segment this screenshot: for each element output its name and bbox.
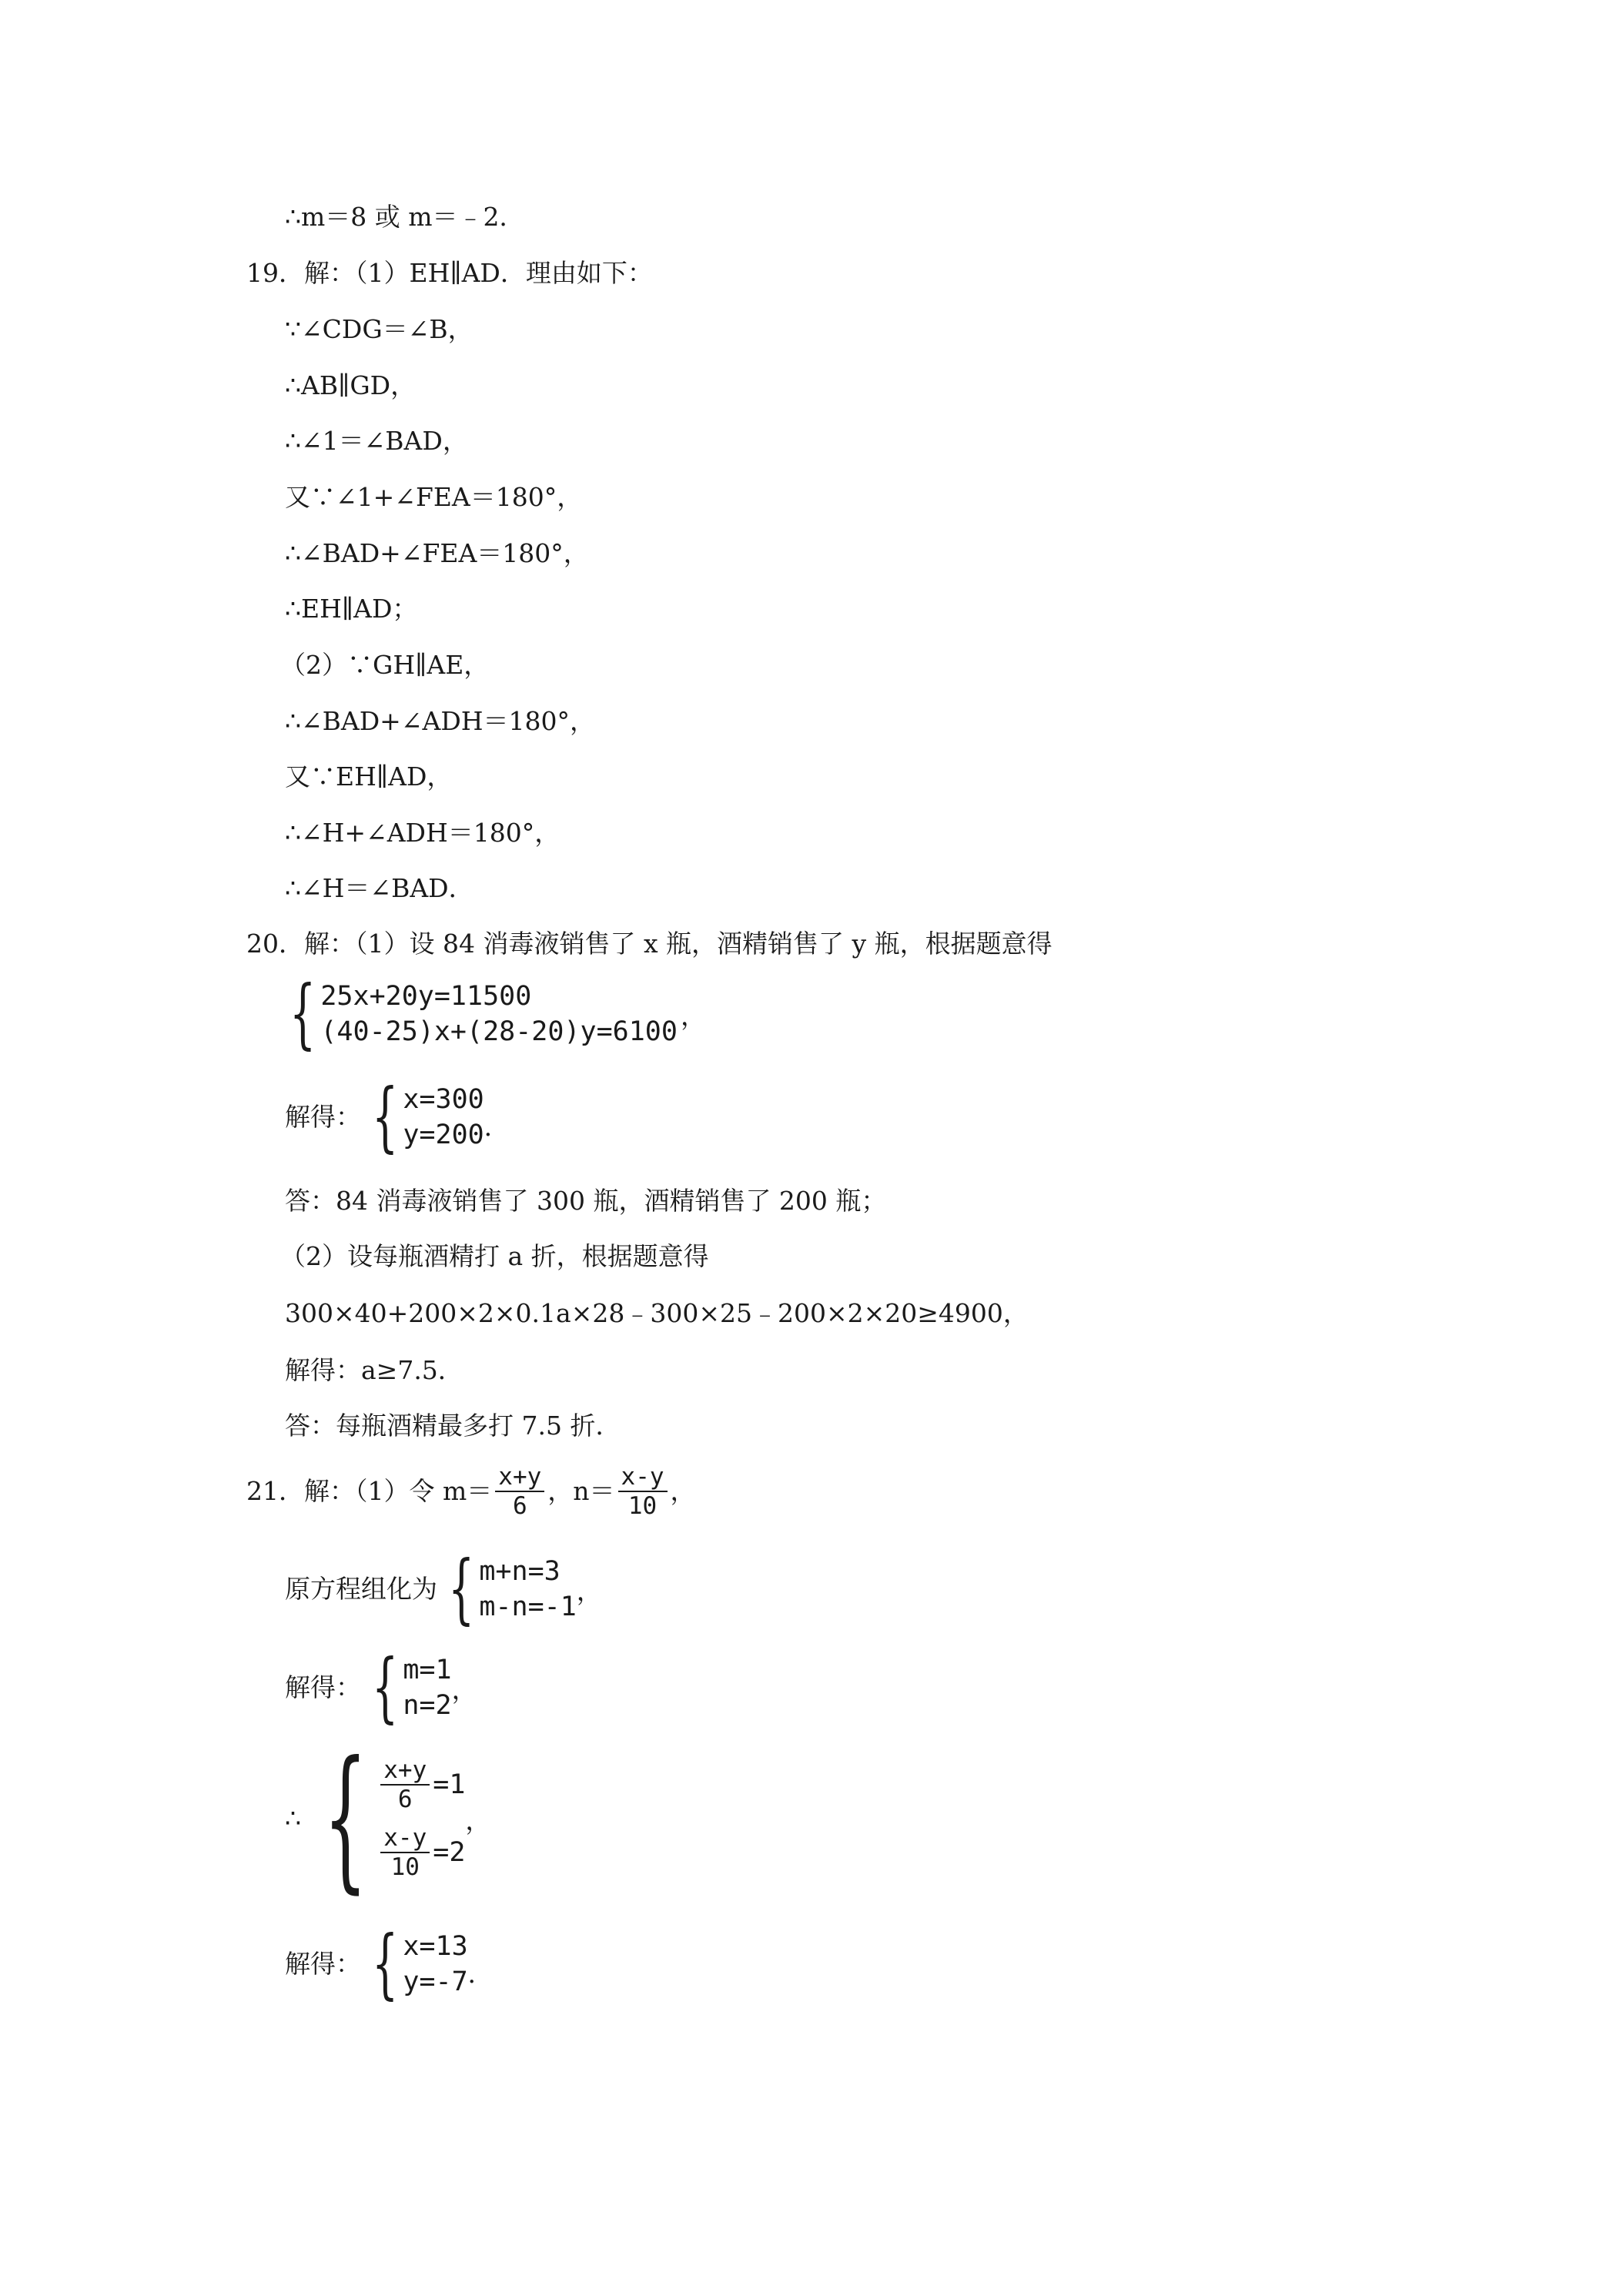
proof-line-6: ∴EH∥AD；	[285, 594, 418, 624]
left-brace: {	[323, 1729, 368, 1908]
fraction-system	[285, 1729, 491, 1908]
solution-system-1	[285, 1073, 510, 1161]
left-brace: {	[448, 1545, 475, 1633]
proof-part-2-line-5: ∴∠H＝∠BAD．	[285, 873, 474, 903]
fraction-eq-1-numerator: x+y	[380, 1756, 430, 1786]
solution-x-final: x=13	[403, 1931, 468, 1962]
fraction-m-numerator: x+y	[495, 1463, 544, 1492]
solution-n: n=2	[403, 1690, 452, 1721]
problem-21-prefix: 21．解：（1）令 m＝	[246, 1476, 493, 1506]
proof-part-2-line-3: 又∵EH∥AD，	[285, 761, 453, 792]
equation-system-1	[279, 970, 706, 1058]
problem-21-end: ，	[670, 1476, 696, 1506]
substituted-eq-1: m+n=3	[479, 1556, 561, 1587]
fraction-m-denominator: 6	[512, 1492, 527, 1520]
solution-y: y=200	[403, 1120, 484, 1150]
substituted-system	[285, 1545, 602, 1633]
substituted-comma: ，	[576, 1575, 602, 1606]
inequality-line: 300×40+200×2×0.1a×28﹣300×25﹣200×2×20≥4900，	[285, 1298, 1029, 1328]
mn-comma: ，	[451, 1674, 477, 1705]
proof-line-1: ∵∠CDG＝∠B，	[285, 314, 474, 344]
therefore-symbol: ∴	[285, 1803, 301, 1833]
problem-20-heading: 20．解：（1）设 84 消毒液销售了 x 瓶，酒精销售了 y 瓶，根据题意得	[246, 929, 1052, 959]
fraction-n-denominator: 10	[627, 1492, 658, 1520]
mn-solution	[285, 1644, 477, 1732]
solve-label: 解得：	[285, 1102, 361, 1132]
inequality-solution: 解得：a≥7.5．	[285, 1355, 463, 1385]
system-1-eq-2: (40-25)x+(28-20)y=6100	[320, 1016, 678, 1047]
fraction-system-comma: ，	[465, 1805, 491, 1836]
transformed-label: 原方程组化为	[285, 1574, 437, 1604]
left-brace: {	[372, 1073, 399, 1161]
fraction-eq-2-denominator: 10	[390, 1853, 420, 1881]
proof-part-2-line-4: ∴∠H+∠ADH＝180°，	[285, 818, 561, 848]
xy-solution	[285, 1920, 494, 2008]
fraction-eq-2	[377, 1824, 465, 1881]
proof-line-4: 又∵∠1+∠FEA＝180°，	[285, 482, 583, 512]
proof-line-5: ∴∠BAD+∠FEA＝180°，	[285, 538, 589, 568]
left-brace: {	[372, 1920, 399, 2008]
proof-part-2-line-2: ∴∠BAD+∠ADH＝180°，	[285, 706, 596, 736]
proof-line-2: ∴AB∥GD，	[285, 370, 417, 400]
line-m-values: ∴m＝8 或 m＝﹣2．	[285, 202, 525, 232]
substituted-eq-2: m-n=-1	[479, 1591, 577, 1622]
fraction-eq-2-rhs: =2	[433, 1837, 466, 1868]
system-1-comma: ，	[680, 1000, 706, 1031]
solution-m: m=1	[403, 1655, 452, 1685]
fraction-eq-2-frac	[380, 1824, 430, 1881]
fraction-eq-1-rhs: =1	[433, 1769, 466, 1800]
fraction-eq-1-frac	[380, 1756, 430, 1813]
xy-solution-period: ．	[467, 1958, 494, 1989]
left-brace: {	[289, 970, 316, 1058]
fraction-n-numerator: x-y	[618, 1463, 668, 1492]
system-1-eq-1: 25x+20y=11500	[320, 981, 532, 1012]
problem-21-heading	[246, 1463, 696, 1520]
fraction-n	[618, 1463, 668, 1520]
solution-period: ．	[484, 1111, 510, 1142]
fraction-eq-1	[377, 1756, 465, 1813]
problem-21-mid: ，n＝	[547, 1476, 615, 1506]
fraction-eq-2-numerator: x-y	[380, 1824, 430, 1853]
fraction-eq-1-denominator: 6	[397, 1786, 413, 1813]
answer-part-2: 答：每瓶酒精最多打 7.5 折．	[285, 1411, 621, 1441]
part-2-setup: （2）设每瓶酒精打 a 折，根据题意得	[280, 1241, 709, 1271]
proof-line-3: ∴∠1＝∠BAD，	[285, 426, 468, 456]
solution-x: x=300	[403, 1084, 484, 1115]
solution-y-final: y=-7	[403, 1966, 468, 1997]
problem-19-heading: 19．解：（1）EH∥AD．理由如下：	[246, 258, 653, 288]
fraction-m	[495, 1463, 544, 1520]
solve-label: 解得：	[285, 1672, 361, 1702]
answer-part-1: 答：84 消毒液销售了 300 瓶，酒精销售了 200 瓶；	[285, 1186, 887, 1216]
left-brace: {	[372, 1644, 399, 1732]
proof-part-2-line-1: （2）∵GH∥AE，	[280, 650, 490, 680]
solve-label: 解得：	[285, 1949, 361, 1979]
